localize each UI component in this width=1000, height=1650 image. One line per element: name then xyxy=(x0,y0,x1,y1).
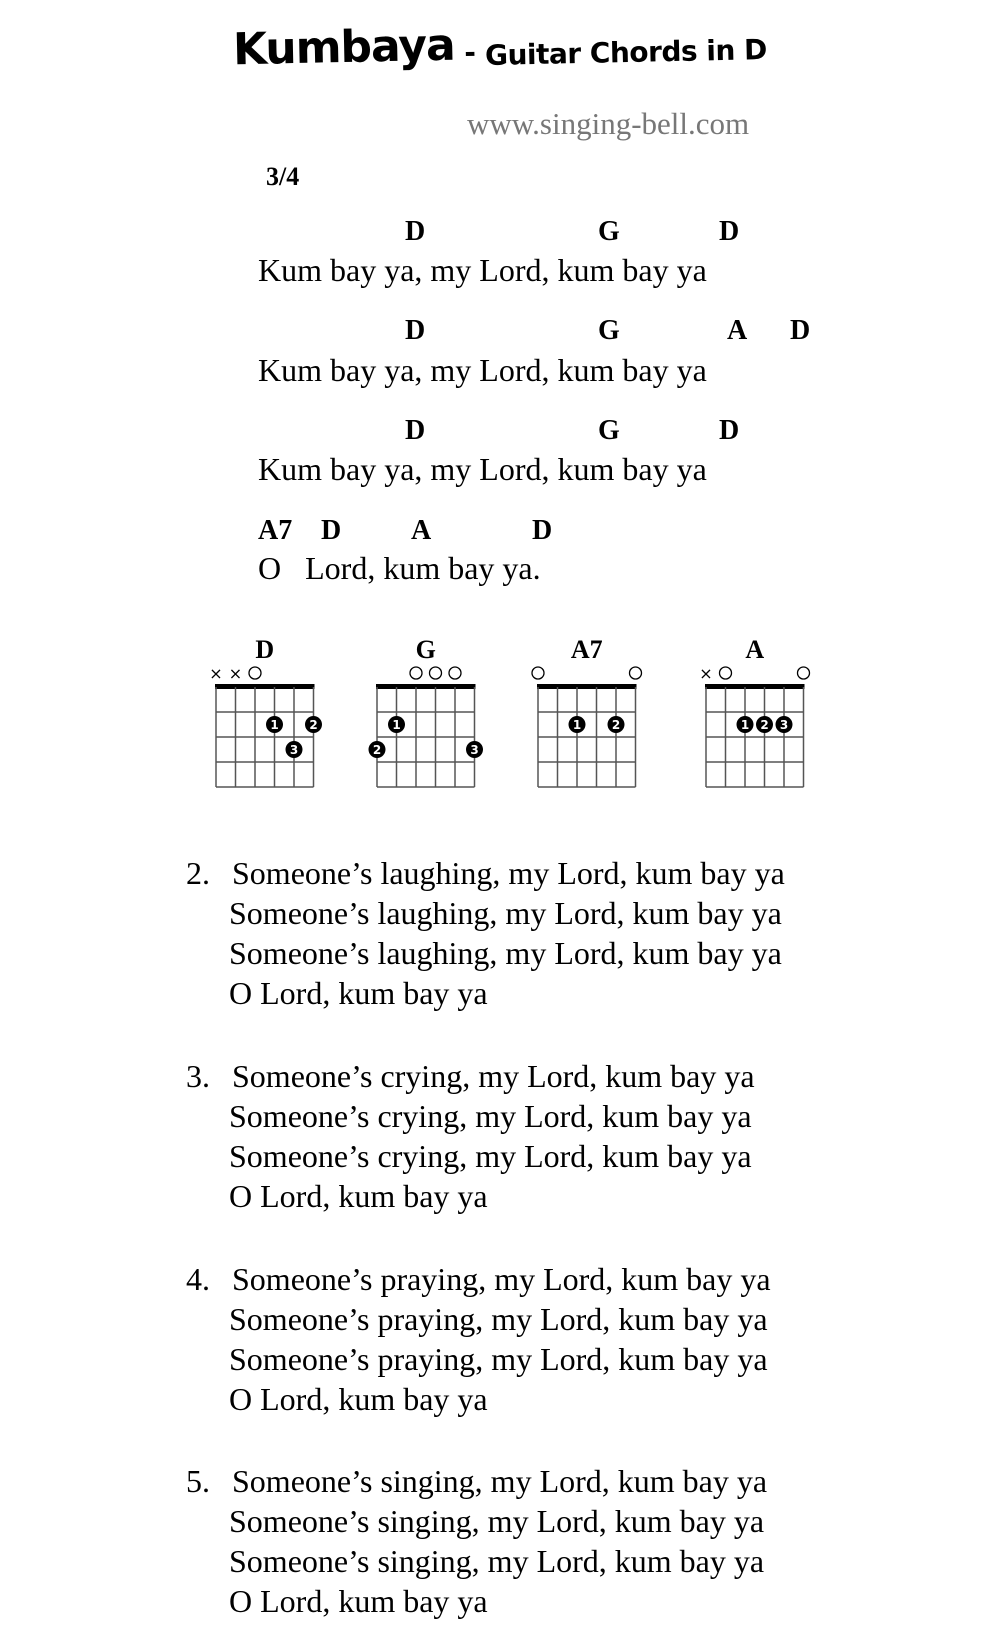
verse-line: Someone’s crying, my Lord, kum bay ya xyxy=(229,1138,752,1174)
chord-label: A xyxy=(411,515,432,546)
title-subtitle: Guitar Chords in D xyxy=(484,33,767,72)
verse-line: O Lord, kum bay ya xyxy=(229,1381,488,1417)
open-string-icon xyxy=(449,667,461,679)
open-string-icon xyxy=(720,667,732,679)
verse-line: O Lord, kum bay ya xyxy=(229,1178,488,1214)
chord-diagram-name: A7 xyxy=(570,635,603,664)
muted-string-icon: × xyxy=(209,664,223,683)
chord-label: G xyxy=(598,315,620,346)
chord-label: G xyxy=(598,216,620,247)
verse-line: Someone’s laughing, my Lord, kum bay ya xyxy=(232,855,785,891)
chord-label: D xyxy=(719,216,740,247)
verse-number: 5. xyxy=(186,1463,210,1499)
nut xyxy=(537,684,637,689)
chord-label: D xyxy=(321,515,342,546)
finger-number: 1 xyxy=(270,718,279,732)
verse-number: 4. xyxy=(186,1261,210,1297)
finger-number: 3 xyxy=(289,743,299,757)
chord-diagram-a xyxy=(699,635,809,787)
verse-line: Someone’s praying, my Lord, kum bay ya xyxy=(229,1341,768,1377)
open-string-icon xyxy=(630,667,642,679)
chord-label: A7 xyxy=(258,515,293,546)
open-string-icon xyxy=(410,667,422,679)
muted-string-icon: × xyxy=(699,664,713,683)
nut xyxy=(215,684,315,689)
verse-line: O Lord, kum bay ya xyxy=(229,1583,488,1619)
verse-line: Someone’s laughing, my Lord, kum bay ya xyxy=(229,935,782,971)
nut xyxy=(705,684,805,689)
verse-line: Someone’s praying, my Lord, kum bay ya xyxy=(232,1261,771,1297)
finger-number: 1 xyxy=(392,718,401,732)
chord-diagram-a7 xyxy=(532,635,642,787)
chord-diagram-name: G xyxy=(415,635,436,664)
finger-number: 2 xyxy=(760,718,769,732)
verse-line: Someone’s crying, my Lord, kum bay ya xyxy=(232,1058,755,1094)
finger-number: 2 xyxy=(309,718,318,732)
lyric-line: O Lord, kum bay ya. xyxy=(258,550,541,586)
chord-label: D xyxy=(532,515,553,546)
verse-line: Someone’s praying, my Lord, kum bay ya xyxy=(229,1301,768,1337)
verse-line: Someone’s singing, my Lord, kum bay ya xyxy=(229,1543,765,1579)
song-title: Kumbaya xyxy=(232,19,456,76)
muted-string-icon: × xyxy=(228,664,243,683)
verse-line: Someone’s singing, my Lord, kum bay ya xyxy=(229,1503,765,1539)
nut xyxy=(376,684,476,689)
time-signature: 3/4 xyxy=(266,162,300,191)
chord-diagram-name: D xyxy=(255,635,275,664)
chord-diagram-name: A xyxy=(745,635,765,664)
finger-number: 2 xyxy=(611,718,621,732)
open-string-icon xyxy=(532,667,544,679)
chord-label: A xyxy=(727,315,748,346)
chord-label: D xyxy=(790,315,811,346)
verse-number: 2. xyxy=(186,855,210,891)
verse-line: Someone’s singing, my Lord, kum bay ya xyxy=(232,1463,768,1499)
chord-diagrams xyxy=(0,0,1000,820)
verse-line: Someone’s laughing, my Lord, kum bay ya xyxy=(229,895,782,931)
verse-line: Someone’s crying, my Lord, kum bay ya xyxy=(229,1098,752,1134)
chord-diagram-d xyxy=(209,635,322,787)
finger-number: 1 xyxy=(572,718,582,732)
open-string-icon xyxy=(430,667,442,679)
lyric-line: Kum bay ya, my Lord, kum bay ya xyxy=(258,352,707,388)
finger-number: 1 xyxy=(740,718,750,732)
chord-diagram-g xyxy=(369,635,484,787)
verse-number: 3. xyxy=(186,1058,210,1094)
chord-label: D xyxy=(405,216,426,247)
chord-label: G xyxy=(598,415,620,446)
finger-number: 2 xyxy=(372,743,382,757)
open-string-icon xyxy=(249,667,261,679)
lyric-line: Kum bay ya, my Lord, kum bay ya xyxy=(258,451,707,487)
chord-label: D xyxy=(405,415,426,446)
verse-line: O Lord, kum bay ya xyxy=(229,975,488,1011)
chord-label: D xyxy=(405,315,426,346)
site-link[interactable]: www.singing-bell.com xyxy=(467,106,750,141)
lyric-line: Kum bay ya, my Lord, kum bay ya xyxy=(258,252,707,288)
finger-number: 3 xyxy=(470,743,479,757)
finger-number: 3 xyxy=(779,718,789,732)
open-string-icon xyxy=(798,667,810,679)
chord-label: D xyxy=(719,415,740,446)
title-dash: - xyxy=(454,35,486,70)
